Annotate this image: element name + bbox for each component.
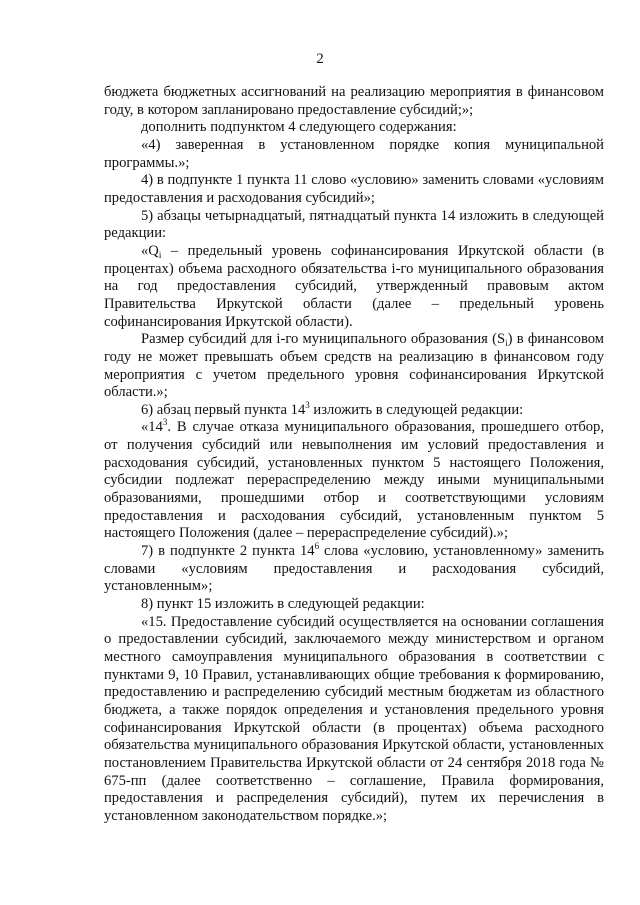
- superscript: 6: [314, 541, 320, 552]
- paragraph: «15. Предоставление субсидий осуществляется на основании соглашения о предоставлении субсидий, заключаемого между министерством и органом местного самоуправления муниципального образования в соответствии с пунктами 9, 10 Правил, устанавливающих общие требования к формированию, предоставлению и распределению субсидий местным бюджетам из областного бюджета, а также порядок определения и установления предельного уровня софинансирования Иркутской области (в процентах) объема расходного обязательства муниципального образования Иркутской области, установленных постановлением Правительства Иркутской области от 24 сентября 2018 года № 675-пп (далее соответственно – соглашение, Правила формирования, предоставления и распределения субсидий), путем их перечисления в установленном законодательством порядке.»;: [104, 613, 604, 824]
- text-run: – предельный уровень софинансирования Иркутской области (в процентах) объема расходного обязательства i-го муниципального образования на год предоставления субсидий, утвержденный правовым актом Правительства Иркутской области (далее – предельный уровень софинансирования Иркутской области).: [104, 242, 604, 330]
- paragraph: 4) в подпункте 1 пункта 11 слово «условию» заменить словами «условиям предоставления и расходования субсидий»;: [104, 172, 604, 206]
- paragraph: 5) абзацы четырнадцатый, пятнадцатый пункта 14 изложить в следующей редакции:: [104, 207, 604, 242]
- paragraph: 8) пункт 15 изложить в следующей редакции:: [141, 596, 425, 613]
- document-body: [104, 84, 604, 826]
- paragraph: [104, 543, 604, 596]
- paragraph: [104, 331, 604, 402]
- text-run: слова «условию, установленному» заменить словами «условиям предоставления и расходования субсидий, установленным»;: [104, 543, 604, 595]
- text-run: Размер субсидий для i-го муниципального образования (S: [141, 331, 506, 348]
- text-run: «Q: [141, 242, 159, 259]
- paragraph: [104, 419, 604, 543]
- subscript: i: [505, 338, 508, 349]
- superscript: 3: [162, 417, 168, 428]
- text-run: . В случае отказа муниципального образования, прошедшего отбор, от получения субсидий или невыполнения им условий предоставления и расходования субсидий, установленных пунктом 5 настоящего Положения, субсидии подлежат перераспределению между иными муниципальными образованиями, прошедшими отбор и соответствующими условиям предоставления и расходования субсидий, установленным пунктом 5 настоящего Положения (далее – перераспределение субсидий).»;: [104, 419, 604, 542]
- text-run: 6) абзац первый пункта 14: [141, 401, 306, 418]
- text-run: ) в финансовом году не может превышать объем средств на реализацию в финансовом году мероприятия с учетом предельного уровня софинансирования Иркутской области.»;: [104, 331, 604, 401]
- page-number: 2: [316, 51, 324, 67]
- text-run: изложить в следующей редакции:: [309, 401, 524, 418]
- subscript: i: [158, 249, 162, 260]
- paragraph: дополнить подпунктом 4 следующего содержания:: [141, 119, 457, 136]
- superscript: 3: [305, 399, 310, 410]
- paragraph: [104, 399, 604, 420]
- text-run: 7) в подпункте 2 пункта 14: [141, 543, 315, 560]
- text-run: «14: [141, 419, 163, 436]
- paragraph: бюджета бюджетных ассигнований на реализацию мероприятия в финансовом году, в котором запланировано предоставление субсидий;»;: [104, 84, 604, 118]
- paragraph: [104, 243, 604, 331]
- paragraph: «4) заверенная в установленном порядке копия муниципальной программы.»;: [104, 136, 604, 171]
